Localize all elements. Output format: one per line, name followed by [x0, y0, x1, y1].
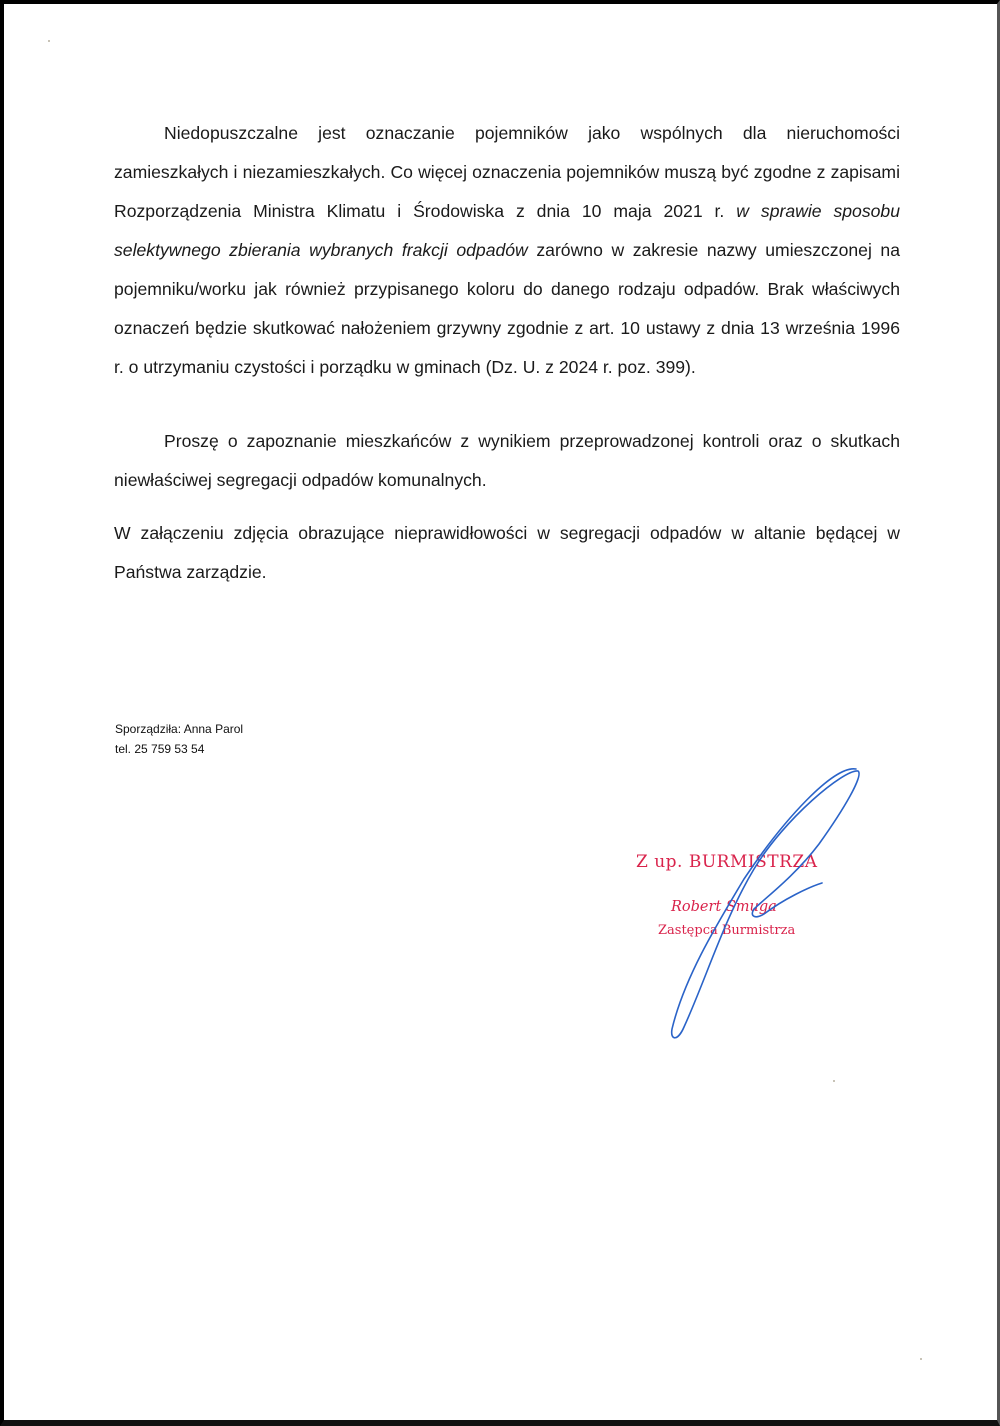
- paragraph-3-text: W załączeniu zdjęcia obrazujące nieprawidłowości w segregacji odpadów w altanie będącej w Państwa zarządzie.: [114, 523, 900, 582]
- regulation-title: w sprawie sposobu selektywnego zbierania wybranych frakcji odpadów: [114, 201, 900, 260]
- paragraph-request: [114, 422, 900, 500]
- stamp-signatory-title: Zastępca Burmistrza: [658, 923, 796, 938]
- prepared-by-name: Sporządziła: Anna Parol: [115, 722, 244, 736]
- scan-speck: [48, 40, 50, 42]
- prepared-by-phone: tel. 25 759 53 54: [115, 742, 205, 756]
- paragraph-regulations: [114, 114, 900, 387]
- stamp-authority: Z up. BURMISTRZA: [636, 852, 818, 872]
- handwritten-signature: [644, 759, 874, 1049]
- paragraph-2-text: Proszę o zapoznanie mieszkańców z wynikiem przeprowadzonej kontroli oraz o skutkach niewłaściwej segregacji odpadów komunalnych.: [114, 431, 900, 490]
- scan-speck: [833, 1080, 835, 1082]
- paragraph-1-part-1: Niedopuszczalne jest oznaczanie pojemników jako wspólnych dla nieruchomości zamieszkałych i niezamieszkałych. Co więcej oznaczenia pojemników muszą być zgodne z zapisami Rozporządzenia Ministra Klimatu i Środowiska z dnia 10 maja 2021 r.: [114, 123, 900, 221]
- paragraph-1-part-2: zarówno w zakresie nazwy umieszczonej na pojemniku/worku jak również przypisanego koloru do danego rodzaju odpadów. Brak właściwych oznaczeń będzie skutkować nałożeniem grzywny zgodnie z art. 10 ustawy z dnia 13 września 1996 r. o utrzymaniu czystości i porządku w gminach (Dz. U. z 2024 r. poz. 399).: [114, 240, 900, 377]
- paragraph-attachment: [114, 514, 900, 592]
- stamp-signatory-name: Robert Smuga: [671, 899, 777, 915]
- scan-speck: [920, 1358, 922, 1360]
- prepared-by-block: [115, 719, 243, 759]
